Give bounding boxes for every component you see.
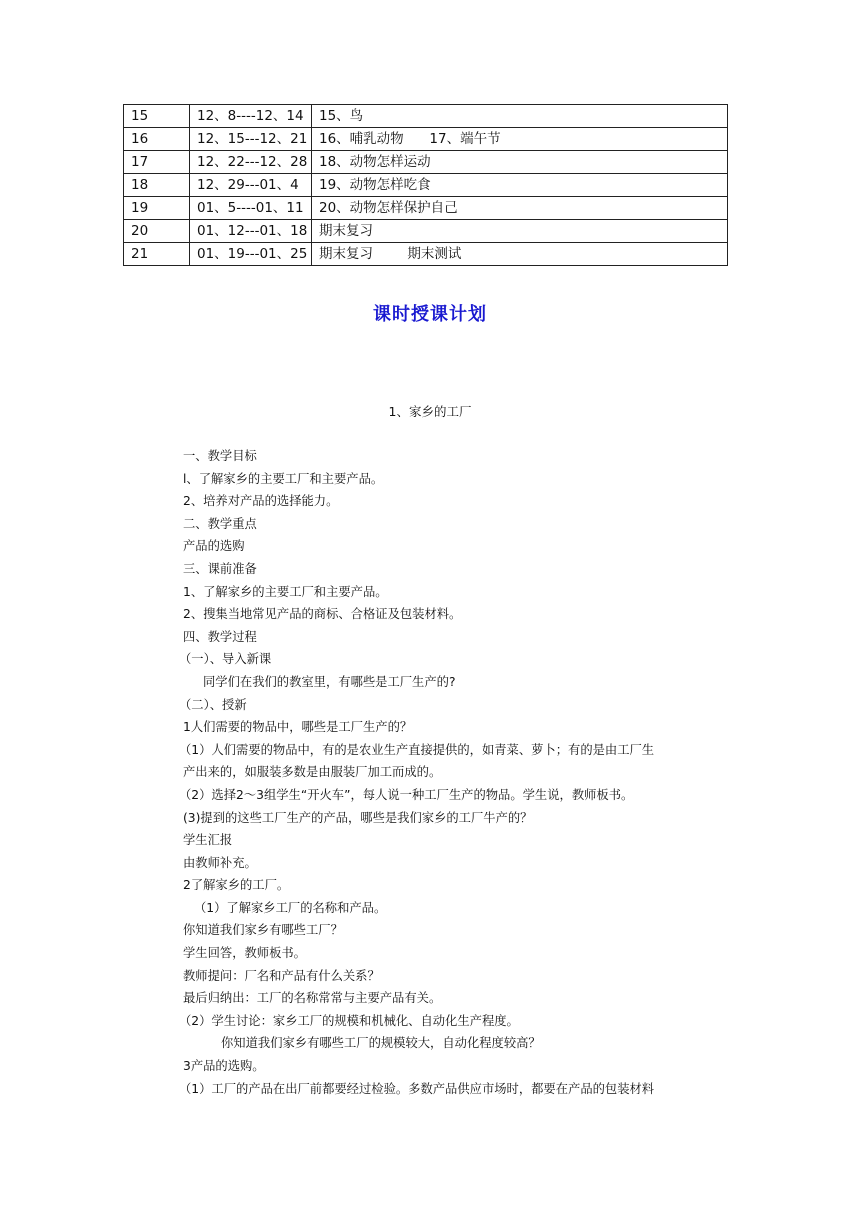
table-row bbox=[124, 220, 728, 243]
dates-cell: 01、12---01、18 bbox=[190, 220, 312, 243]
content-cell: 20、动物怎样保护自己 bbox=[312, 197, 728, 220]
section-heading: 一、教学目标 bbox=[183, 449, 257, 463]
content-cell: 18、动物怎样运动 bbox=[312, 151, 728, 174]
week-cell: 17 bbox=[124, 151, 190, 174]
text-line: 学生汇报 bbox=[183, 833, 233, 848]
section-heading: 四、教学过程 bbox=[183, 629, 257, 644]
table-row bbox=[124, 243, 728, 266]
text-line: 1、了解家乡的主要工厂和主要产品。 bbox=[183, 584, 388, 599]
lesson-plan-body bbox=[179, 445, 703, 1100]
week-cell: 18 bbox=[124, 174, 190, 197]
text-line: 由教师补充。 bbox=[183, 855, 257, 870]
content-cell: 期末复习 期末测试 bbox=[312, 243, 728, 266]
text-line: 产品的选购 bbox=[183, 539, 245, 554]
schedule-table bbox=[123, 104, 728, 266]
week-cell: 21 bbox=[124, 243, 190, 266]
text-line: （1）工厂的产品在出厂前都要经过检验。多数产品供应市场时，都要在产品的包装材料 bbox=[179, 1081, 655, 1096]
subsection-heading: （一）、导入新课 bbox=[179, 652, 272, 667]
table-row bbox=[124, 105, 728, 128]
lesson-title: 1、家乡的工厂 bbox=[388, 404, 472, 419]
dates-cell: 01、19---01、25 bbox=[190, 243, 312, 266]
content-cell: 16、哺乳动物 17、端午节 bbox=[312, 128, 728, 151]
text-line: 最后归纳出：工厂的名称常常与主要产品有关。 bbox=[183, 991, 442, 1006]
table-row bbox=[124, 151, 728, 174]
subsection-heading: （二）、授新 bbox=[179, 697, 247, 712]
text-line: （2）学生讨论：家乡工厂的规模和机械化、自动化生产程度。 bbox=[179, 1013, 519, 1028]
week-cell: 19 bbox=[124, 197, 190, 220]
page-title: 课时授课计划 bbox=[373, 304, 487, 325]
text-line: 产出来的，如服装多数是由服装厂加工而成的。 bbox=[183, 765, 442, 780]
table-row bbox=[124, 128, 728, 151]
dates-cell: 12、8----12、14 bbox=[190, 105, 312, 128]
text-line: 你知道我们家乡有哪些工厂的规模较大，自动化程度较高？ bbox=[221, 1036, 541, 1051]
text-line: （1）了解家乡工厂的名称和产品。 bbox=[194, 900, 387, 915]
text-line: 2、培养对产品的选择能力。 bbox=[183, 494, 339, 509]
text-line: 你知道我们家乡有哪些工厂？ bbox=[183, 923, 343, 938]
table-row bbox=[124, 197, 728, 220]
content-cell: 19、动物怎样吃食 bbox=[312, 174, 728, 197]
text-line: 同学们在我们的教室里，有哪些是工厂生产的? bbox=[203, 674, 456, 689]
text-line: 学生回答，教师板书。 bbox=[183, 946, 306, 961]
week-cell: 15 bbox=[124, 105, 190, 128]
text-line: 2、搜集当地常见产品的商标、合格证及包装材料。 bbox=[183, 607, 462, 622]
content-cell: 15、鸟 bbox=[312, 105, 728, 128]
text-line: 3产品的选购。 bbox=[183, 1059, 265, 1074]
text-line: (3)提到的这些工厂生产的产品，哪些是我们家乡的工厂牛产的？ bbox=[183, 810, 533, 825]
section-heading: 三、课前准备 bbox=[183, 561, 257, 576]
week-cell: 20 bbox=[124, 220, 190, 243]
table-row bbox=[124, 174, 728, 197]
section-heading: 二、教学重点 bbox=[183, 516, 257, 531]
dates-cell: 12、15---12、21 bbox=[190, 128, 312, 151]
text-line: l、了解家乡的主要工厂和主要产品。 bbox=[183, 471, 384, 486]
week-cell: 16 bbox=[124, 128, 190, 151]
text-line: 1人们需要的物品中，哪些是工厂生产的？ bbox=[183, 720, 413, 735]
text-line: 2了解家乡的工厂。 bbox=[183, 878, 290, 893]
text-line: 教师提问：厂名和产品有什么关系？ bbox=[183, 968, 380, 983]
dates-cell: 12、29---01、4 bbox=[190, 174, 312, 197]
dates-cell: 01、5----01、11 bbox=[190, 197, 312, 220]
text-line: （2）选择2～3组学生“开火车”，每人说一种工厂生产的物品。学生说，教师板书。 bbox=[179, 787, 634, 802]
content-cell: 期末复习 bbox=[312, 220, 728, 243]
dates-cell: 12、22---12、28 bbox=[190, 151, 312, 174]
text-line: （1）人们需要的物品中，有的是农业生产直接提供的，如青菜、萝卜；有的是由工厂生 bbox=[179, 742, 655, 757]
